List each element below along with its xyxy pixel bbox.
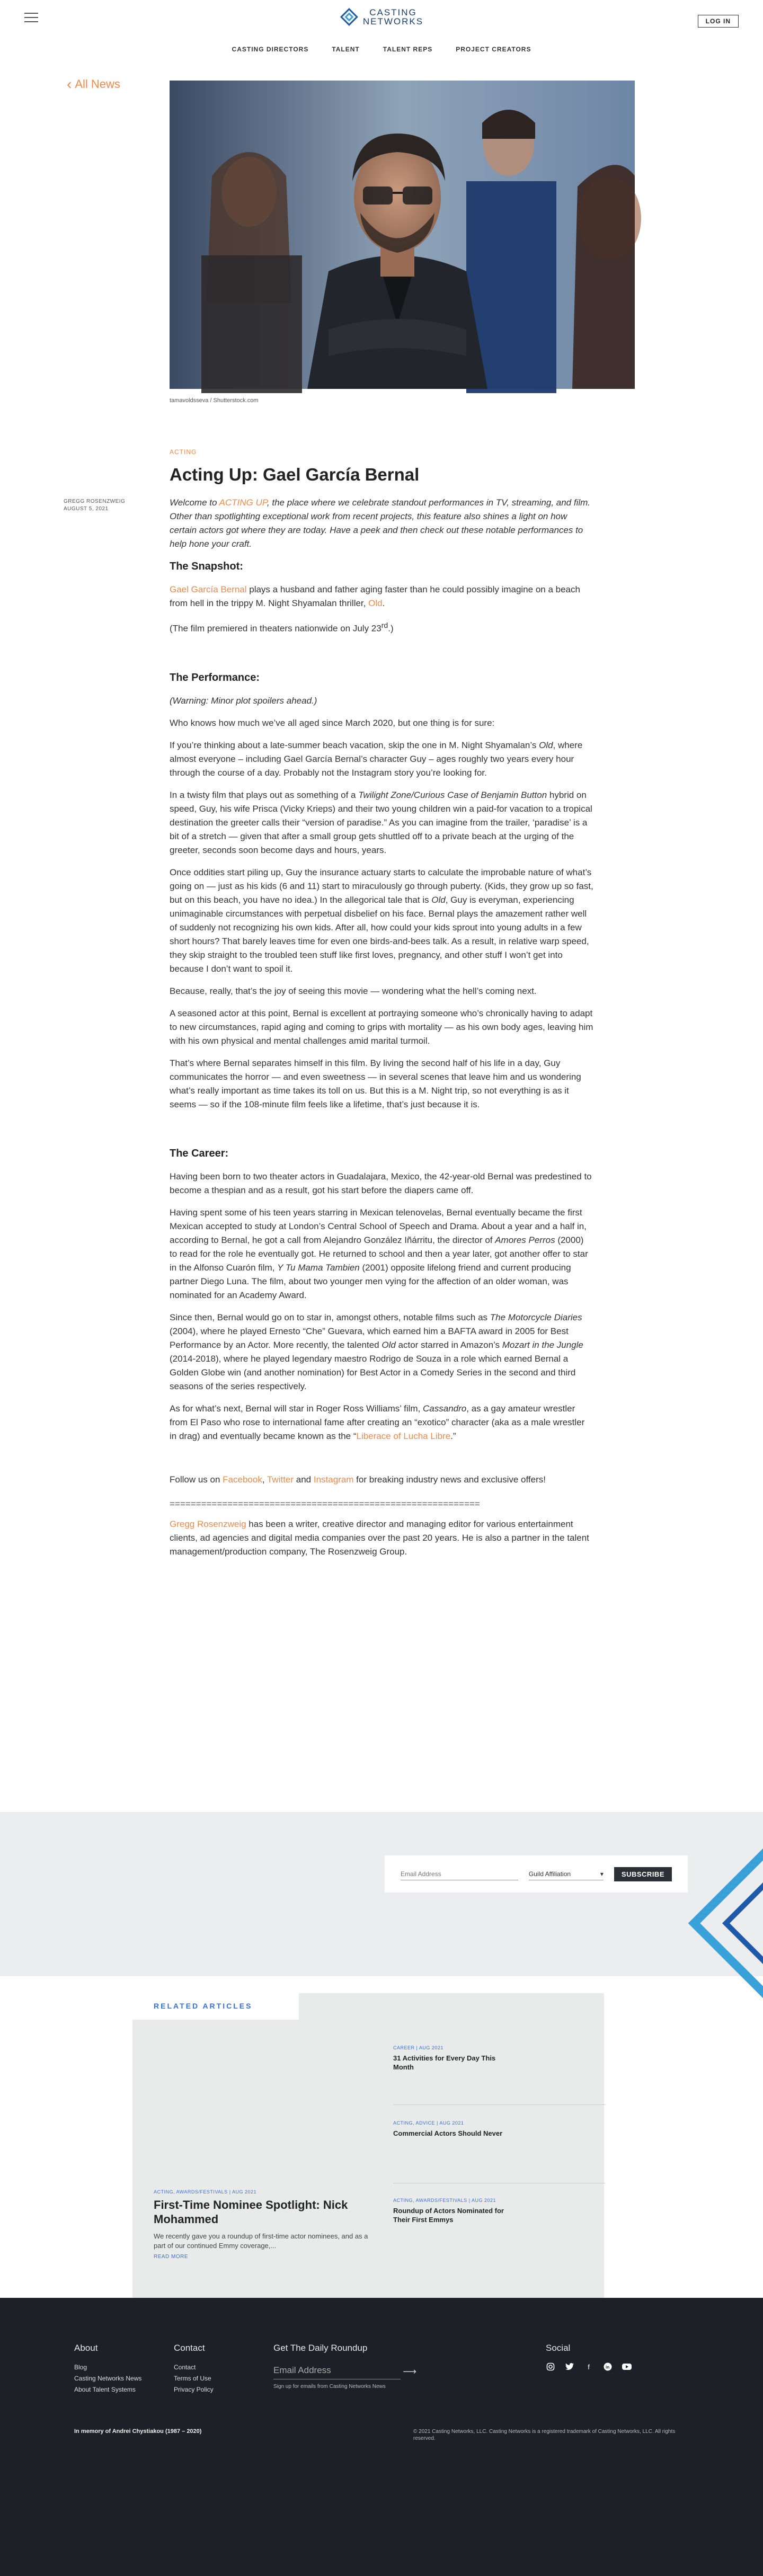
related-item-title[interactable]: Commercial Actors Should Never: [393, 2129, 503, 2137]
actor-link[interactable]: Gael García Bernal: [170, 584, 247, 594]
related-articles: [132, 1993, 604, 2298]
intro-text: Welcome to: [170, 498, 219, 508]
p3a: In a twisty film that plays out as something of a: [170, 789, 359, 800]
c2b: (2000) to read for the role he eventually got. He returned to school and then a year later, got another offer to star in the Alfonso Cuarón film,: [170, 1234, 588, 1273]
roundup-email-input[interactable]: [273, 2362, 416, 2379]
twitter-link[interactable]: Twitter: [267, 1474, 294, 1485]
article-intro: [170, 496, 593, 551]
footer-roundup: [273, 2343, 416, 2390]
publish-date: AUGUST 5, 2021: [64, 506, 109, 512]
c4a: As for what’s next, Bernal will star in Roger Ross Williams’ film,: [170, 1403, 423, 1414]
facebook-link[interactable]: Facebook: [223, 1474, 262, 1485]
c3-film1: The Motorcycle Diaries: [490, 1312, 582, 1322]
youtube-icon[interactable]: [622, 2362, 632, 2371]
p2a: If you’re thinking about a late-summer beach vacation, skip the one in M. Night Shyamalan’s: [170, 740, 539, 750]
related-item[interactable]: [393, 2045, 610, 2072]
article-category[interactable]: ACTING: [170, 448, 197, 456]
social-icons: [546, 2362, 632, 2371]
roundup-placeholder: Email Address: [273, 2365, 331, 2375]
performance-p3: [170, 788, 593, 857]
bio-text: has been a writer, creative director and managing editor for various entertainment clients, ad agencies and digital media companies over the past 20 years. He is also a partner in the talent management/production company, The Rosenzweig Group.: [170, 1518, 589, 1557]
p3b: hybrid on speed, Guy, his wife Prisca (Vicky Krieps) and their two young children win a paid-for vacation to a tropical destination the greeter calls their “version of paradise.” As you can imagine from the trailer, ‘paradise’ is a bit of a stretch — given that after a small group gets shuttled off to a private beach at the urging of the greeter, seconds soon become days and hours, years.: [170, 789, 592, 855]
c2-film1: Amores Perros: [495, 1234, 555, 1245]
p2-film: Old: [539, 740, 553, 750]
chevron-left-icon: ‹: [67, 76, 72, 92]
footer-talent-systems-link[interactable]: About Talent Systems: [74, 2386, 136, 2393]
twitter-icon[interactable]: [565, 2362, 574, 2371]
nav-project-creators[interactable]: PROJECT CREATORS: [456, 46, 531, 53]
related-item[interactable]: [393, 2120, 610, 2138]
featured-title[interactable]: First-Time Nominee Spotlight: Nick Mohammed: [154, 2198, 348, 2226]
footer-privacy-link[interactable]: Privacy Policy: [174, 2386, 214, 2393]
p4b: , Guy is everyman, experiencing unimaginable circumstances with perpetual disbelief on his face. Bernal plays the amazement rather well of suddenly not recognizing his own kids. After all, how could your kids sprout into young adults in a few short hours? That barely leaves time for even one birds-and-bees talk. As a result, in relative warp speed, they skip straight to the troubled teen stuff like first loves, pregnancy, and other stuff I won’t get into because I don’t want to spoil it.: [170, 894, 589, 974]
career-heading: The Career:: [170, 1147, 229, 1159]
facebook-icon[interactable]: f: [588, 2362, 590, 2371]
featured-category: ACTING, AWARDS/FESTIVALS | AUG 2021: [154, 2189, 257, 2195]
hero-photo: [170, 81, 635, 389]
instagram-link[interactable]: Instagram: [313, 1474, 354, 1485]
acting-up-link[interactable]: ACTING UP: [219, 498, 267, 508]
guild-label: Guild Affiliation: [528, 1870, 571, 1878]
footer-blog-link[interactable]: Blog: [74, 2364, 87, 2371]
footer-contact-link[interactable]: Contact: [174, 2364, 196, 2371]
performance-p2: [170, 739, 593, 780]
nav-casting-directors[interactable]: CASTING DIRECTORS: [232, 46, 309, 53]
site-logo[interactable]: [340, 7, 423, 26]
site-footer: [0, 2298, 763, 2576]
performance-heading: The Performance:: [170, 671, 260, 683]
main-nav: [0, 46, 763, 53]
subscribe-band: [0, 1812, 763, 1976]
performance-p4: [170, 866, 593, 976]
instagram-icon[interactable]: [546, 2362, 555, 2371]
follow-sep1: ,: [262, 1474, 267, 1485]
roundup-heading: Get The Daily Roundup: [273, 2343, 368, 2353]
all-news-link[interactable]: [67, 77, 120, 91]
footer-news-link[interactable]: Casting Networks News: [74, 2375, 142, 2382]
warning-text: (Warning: Minor plot spoilers ahead.): [170, 695, 317, 706]
article-meta: [64, 498, 125, 513]
snapshot-paragraph: [170, 583, 593, 610]
arrow-right-icon[interactable]: ⟶: [403, 2366, 416, 2377]
intro-text-2: , the place where we celebrate standout performances in TV, streaming, and film. Other than spotlighting exceptional work from recent projects, this feature also shines a light on how certain actors got where they are today. Have a peek and then check out these notable performances to help hone your craft.: [170, 498, 591, 549]
logo-line2: NETWORKS: [362, 16, 424, 26]
nav-talent-reps[interactable]: TALENT REPS: [383, 46, 433, 53]
logo-line1: CASTING: [369, 7, 417, 17]
hamburger-menu-icon[interactable]: [24, 13, 38, 22]
article-body: [170, 445, 593, 1567]
article-title: Acting Up: Gael García Bernal: [170, 465, 420, 484]
performance-p1: Who knows how much we’ve all aged since March 2020, but one thing is for sure:: [170, 717, 495, 728]
c4-film: Cassandro: [423, 1403, 467, 1414]
liberace-link[interactable]: Liberace of Lucha Libre: [356, 1431, 451, 1441]
performance-p7: That’s where Bernal separates himself in this film. By living the second half of his life in a day, Guy communicates the horror — and even sweetness — in several scenes that leave him and us wondering what’s really important as time takes its toll on us. But this is a M. Night trip, so not everything is as it seems — so if the 108-minute film feels like a lifetime, that’s just because it is.: [170, 1058, 581, 1109]
featured-article[interactable]: [154, 2189, 371, 2260]
career-p4: [170, 1402, 593, 1443]
related-divider: [393, 2104, 605, 2105]
spoiler-warning: [170, 694, 593, 708]
login-button[interactable]: LOG IN: [698, 15, 739, 28]
c3c: actor starred in Amazon’s: [395, 1339, 502, 1350]
related-item-category: ACTING, ADVICE | AUG 2021: [393, 2120, 464, 2126]
c4c: .”: [450, 1431, 456, 1441]
linkedin-icon[interactable]: [603, 2362, 613, 2371]
text-divider: ===========================================================: [170, 1498, 480, 1509]
related-item[interactable]: [393, 2198, 610, 2224]
p4a: Once oddities start piling up, Guy the insurance actuary starts to calculate the improbable nature of what’s going on — just as his kids (6 and 11) start to miraculously go through puberty. (Kids, they grow up so fast, but on this beach, you have no idea.) In the allegorical tale that is: [170, 867, 593, 905]
copyright: © 2021 Casting Networks, LLC. Casting Networks is a registered trademark of Casting Networks, LLC. All rights reserved.: [413, 2429, 676, 2441]
c3b: (2004), where he played Ernesto “Che” Guevara, which earned him a BAFTA award in 2005 for Best Performance by an Actor. More recently, the talented: [170, 1326, 569, 1350]
subscribe-form: [385, 1855, 688, 1893]
all-news-label: All News: [75, 77, 120, 91]
p3-italic: Twilight Zone/Curious Case of Benjamin Button: [358, 789, 547, 800]
decorative-diamond-graphic: [673, 1812, 763, 1976]
premiere-end: .): [388, 623, 394, 634]
career-p2: [170, 1206, 593, 1302]
premiere-sup: rd: [381, 621, 388, 630]
c3-film3: Mozart in the Jungle: [502, 1339, 583, 1350]
follow-us: [170, 1473, 593, 1487]
premiere-paragraph: [170, 619, 593, 636]
c4b: , as a gay amateur wrestler from El Paso who rose to international fame after creating an “exotico” character (aka as a male wrestler in drag) and eventually became known as the “: [170, 1403, 585, 1441]
footer-contact-heading: Contact: [174, 2343, 205, 2353]
related-item-category: CAREER | AUG 2021: [393, 2045, 443, 2050]
c2a: Having spent some of his teen years starring in Mexican telenovelas, Bernal eventually became the first Mexican accepted to study at London’s Central School of Speech and Drama. About a year and a half in, according to Bernal, he got a call from Alejandro González Iñárritu, the director of: [170, 1207, 587, 1245]
related-item-category: ACTING, AWARDS/FESTIVALS | AUG 2021: [393, 2198, 496, 2203]
performance-p6: A seasoned actor at this point, Bernal is excellent at portraying someone who’s chronically having to adapt to new circumstances, rapid aging and coming to grips with mortality — as his own body ages, leaving him with his own physical and mental challenges amid marital turmoil.: [170, 1008, 593, 1046]
site-header: [0, 0, 763, 59]
related-item-title[interactable]: 31 Activities for Every Day This Month: [393, 2054, 496, 2071]
footer-social: [546, 2343, 632, 2371]
author-link[interactable]: Gregg Rosenzweig: [170, 1518, 246, 1529]
p4-film: Old: [431, 894, 446, 905]
follow-sep2: and: [294, 1474, 314, 1485]
footer-about-heading: About: [74, 2343, 98, 2353]
career-p3: [170, 1311, 593, 1393]
chevron-down-icon: ▾: [600, 1870, 604, 1878]
featured-desc: We recently gave you a roundup of first-time actor nominees, and as a part of our continued Emmy coverage,...: [154, 2232, 368, 2250]
read-more-link[interactable]: READ MORE: [154, 2254, 189, 2260]
snapshot-text: plays a husband and father aging faster than he could possibly imagine on a beach from hell in the trippy M. Night Shyamalan thriller,: [170, 584, 580, 608]
career-p1: Having been born to two theater actors in Guadalajara, Mexico, the 42-year-old Bernal was predestined to become a thespian and as a result, got his start before the diapers came off.: [170, 1171, 592, 1195]
social-heading: Social: [546, 2343, 571, 2353]
nav-talent[interactable]: TALENT: [332, 46, 360, 53]
image-credit: tamavoldsseva / Shutterstock.com: [170, 397, 259, 404]
subscribe-button[interactable]: SUBSCRIBE: [614, 1867, 672, 1881]
related-item-title[interactable]: Roundup of Actors Nominated for Their First Emmys: [393, 2207, 504, 2224]
subscribe-email-input[interactable]: [401, 1868, 518, 1880]
hero-image: [170, 81, 635, 389]
film-link[interactable]: Old: [368, 598, 383, 608]
c2c: (2001) opposite lifelong friend and current producing partner Diego Luna. The film, about two younger men vying for the affection of an older woman, was nominated for an Academy Award.: [170, 1262, 571, 1300]
performance-p5: Because, really, that’s the joy of seeing this movie — wondering what the hell’s coming next.: [170, 985, 537, 996]
c3d: (2014-2018), where he played legendary maestro Rodrigo de Souza in a role which earned Bernal a Golden Globe win (and another nomination) for Best Actor in a Comedy Series in the second and third seasons of the series respectively.: [170, 1353, 576, 1391]
p2b: , where almost everyone – including Gael García Bernal’s character Guy – ages roughly two years every hour through the course of a day. Probably not the Instagram story you’re looking for.: [170, 740, 583, 778]
premiere-text: (The film premiered in theaters nationwide on July 23: [170, 623, 382, 634]
roundup-note: Sign up for emails from Casting Networks News: [273, 2384, 386, 2390]
c3-film2: Old: [382, 1339, 396, 1350]
follow-post: for breaking industry news and exclusive offers!: [353, 1474, 546, 1485]
c3a: Since then, Bernal would go on to star in, amongst others, notable films such as: [170, 1312, 490, 1322]
svg-text:in: in: [606, 2365, 610, 2370]
follow-pre: Follow us on: [170, 1474, 223, 1485]
logo-diamond-icon: [340, 7, 359, 26]
author-name: GREGG ROSENZWEIG: [64, 499, 126, 504]
footer-about: [74, 2343, 141, 2395]
snapshot-end: .: [382, 598, 385, 608]
c2-film2: Y Tu Mama Tambien: [277, 1262, 360, 1273]
related-label: RELATED ARTICLES: [154, 2002, 253, 2010]
author-bio: [170, 1517, 593, 1559]
snapshot-heading: The Snapshot:: [170, 561, 243, 572]
footer-terms-link[interactable]: Terms of Use: [174, 2375, 211, 2382]
footer-contact: [174, 2343, 214, 2395]
guild-affiliation-select[interactable]: [529, 1868, 604, 1880]
in-memory-note: In memory of Andrei Chystiakou (1987 – 2020): [74, 2428, 202, 2435]
